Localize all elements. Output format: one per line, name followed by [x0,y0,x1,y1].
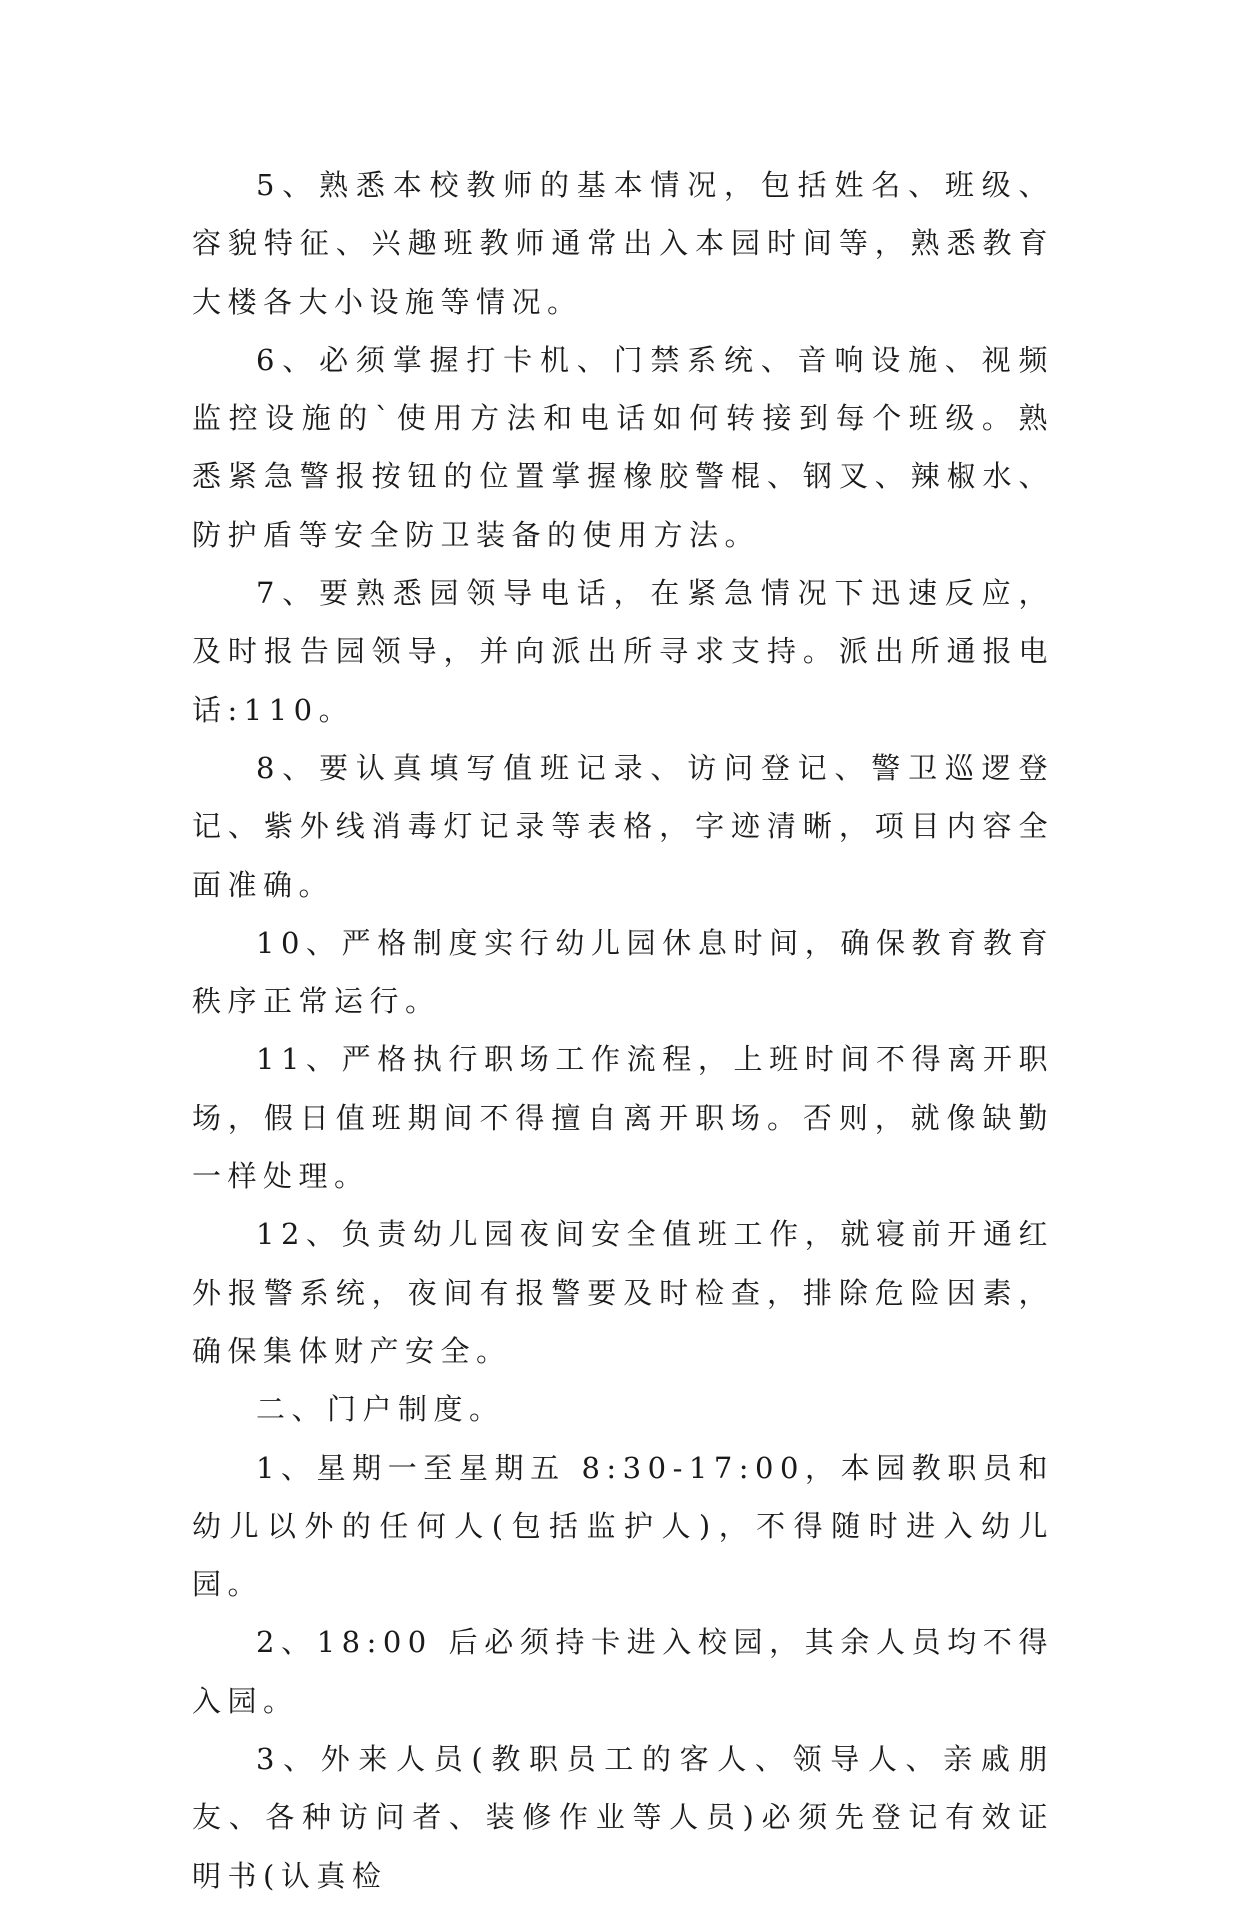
paragraph-item-10: 10、严格制度实行幼儿园休息时间，确保教育教育秩序正常运行。 [192,925,1054,1019]
paragraph-item-5: 5、熟悉本校教师的基本情况，包括姓名、班级、容貌特征、兴趣班教师通常出入本园时间等，熟悉教育大楼各大小设施等情况。 [192,168,1054,319]
paragraph-item-12: 12、负责幼儿园夜间安全值班工作，就寝前开通红外报警系统，夜间有报警要及时检查，排除危险因素，确保集体财产安全。 [192,1217,1054,1368]
paragraph-door-rule-2: 2、18:00 后必须持卡进入校园，其余人员均不得入园。 [192,1625,1054,1718]
paragraph-item-8: 8、要认真填写值班记录、访问登记、警卫巡逻登记、紫外线消毒灯记录等表格，字迹清晰，项目内容全面准确。 [192,750,1054,902]
section-heading-door-system: 二、门户制度。 [256,1392,505,1427]
paragraph-item-11: 11、严格执行职场工作流程，上班时间不得离开职场，假日值班期间不得擅自离开职场。否则，就像缺勤一样处理。 [192,1042,1054,1194]
paragraph-item-7: 7、要熟悉园领导电话，在紧急情况下迅速反应，及时报告园领导，并向派出所寻求支持。派出所通报电话:110。 [192,576,1054,727]
paragraph-door-rule-3: 3、外来人员(教职员工的客人、领导人、亲戚朋友、各种访问者、装修作业等人员)必须先登记有效证明书(认真检 [192,1742,1054,1893]
document-body [192,156,1054,1905]
paragraph-door-rule-1: 1、星期一至星期五 8:30-17:00，本园教职员和幼儿以外的任何人(包括监护人)，不得随时进入幼儿园。 [192,1450,1054,1602]
paragraph-item-6: 6、必须掌握打卡机、门禁系统、音响设施、视频监控设施的`使用方法和电话如何转接到每个班级。熟悉紧急警报按钮的位置掌握橡胶警棍、钢叉、辣椒水、防护盾等安全防卫装备的使用方法。 [192,342,1054,552]
